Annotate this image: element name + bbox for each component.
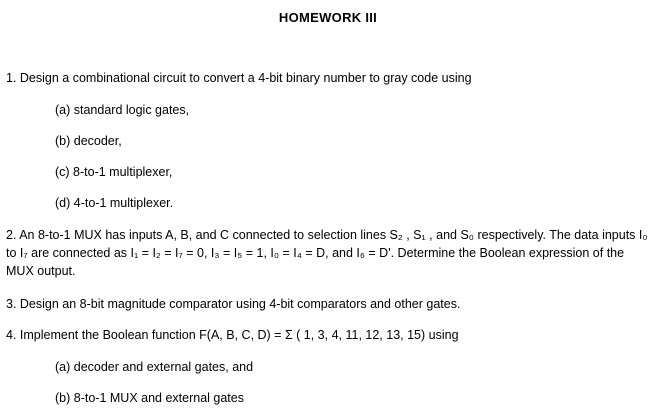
question-4-part-a: (a) decoder and external gates, and [55, 360, 254, 374]
question-1-part-c: (c) 8-to-1 multiplexer, [55, 165, 173, 179]
question-3: 3. Design an 8-bit magnitude comparator using 4-bit comparators and other gates. [6, 297, 461, 311]
question-4: 4. Implement the Boolean function F(A, B, C, D) = Σ ( 1, 3, 4, 11, 12, 13, 15) using [6, 328, 459, 342]
question-4-part-b: (b) 8-to-1 MUX and external gates [55, 391, 244, 405]
page-title: HOMEWORK III [278, 10, 378, 25]
question-2: 2. An 8-to-1 MUX has inputs A, B, and C connected to selection lines S₂ , S₁ , and S₀ respectively. The data inputs I₀ to I₇ are connected as I₁ = I₂ = I₇ = 0, I₃ = I₅ = 1, I₀ = I₄ = D, and I₆ = D'. Determine the Boolean expression of the MUX output. [6, 228, 648, 278]
question-1-part-a: (a) standard logic gates, [55, 103, 190, 117]
question-1: 1. Design a combinational circuit to convert a 4-bit binary number to gray code using [6, 71, 472, 85]
question-1-part-b: (b) decoder, [55, 134, 122, 148]
question-1-part-d: (d) 4-to-1 multiplexer. [55, 196, 174, 210]
